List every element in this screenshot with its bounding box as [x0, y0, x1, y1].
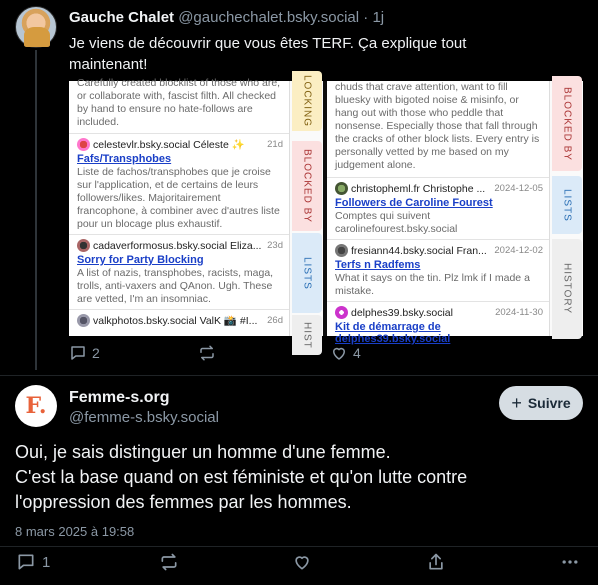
more-options-button[interactable] — [560, 552, 586, 572]
list-body: Comptes qui suivent carolinefourest.bsky.social — [335, 210, 458, 235]
post-text — [69, 33, 584, 75]
account-avatar — [77, 138, 90, 151]
list-body: What it says on the tin. Plz lmk if I made a mistake. — [335, 272, 530, 297]
list-account: valkphotos.bsky.social ValK 📸 #I... — [93, 315, 258, 327]
reply-button[interactable] — [69, 344, 100, 362]
list-item — [69, 309, 289, 330]
post-date: 8 mars 2025 à 19:58 — [15, 524, 135, 539]
share-button[interactable] — [426, 552, 452, 572]
repost-button[interactable] — [198, 344, 221, 362]
separator: · — [363, 9, 369, 26]
post-text-line: Je viens de découvrir que vous êtes TERF. Ça explique tout — [69, 35, 467, 52]
author-handle[interactable]: @femme-s.bsky.social — [69, 409, 219, 426]
tab-history: HISTORY — [552, 239, 582, 339]
post-text — [15, 440, 585, 515]
post-text-line: l'oppression des femmes par les hommes. — [15, 492, 352, 512]
list-item — [69, 234, 289, 309]
plus-icon: + — [511, 393, 522, 413]
reply-icon — [69, 344, 87, 362]
tab-blocking: LOCKING — [292, 71, 322, 131]
author-handle[interactable]: @gauchechalet.bsky.social — [178, 9, 360, 26]
post-text-line: maintenant! — [69, 56, 148, 73]
post-header — [69, 9, 384, 26]
list-title: Fafs/Transphobes — [77, 153, 172, 165]
reply-icon — [16, 552, 36, 572]
follow-button[interactable] — [499, 386, 583, 420]
thread-line — [35, 50, 37, 370]
account-avatar — [335, 182, 348, 195]
reply-count: 1 — [42, 553, 51, 571]
repost-button[interactable] — [159, 552, 185, 572]
side-tabs — [549, 81, 583, 336]
list-item — [327, 177, 549, 239]
author-name[interactable]: Femme-s.org — [69, 389, 170, 406]
list-account: celestevlr.bsky.social Céleste ✨ — [93, 139, 245, 151]
list-item — [69, 133, 289, 234]
follow-label: Suivre — [527, 395, 571, 411]
list-account: fresiann44.bsky.social Fran... — [351, 244, 487, 257]
like-count: 4 — [353, 345, 361, 361]
divider — [0, 546, 598, 547]
tab-lists: LISTS — [292, 233, 322, 313]
list-title: Kit de démarrage de delphes39.bsky.social — [335, 321, 451, 345]
list-title: Sorry for Party Blocking — [77, 254, 204, 266]
like-icon — [330, 344, 348, 362]
tab-lists: LISTS — [552, 176, 582, 234]
reply-button[interactable] — [16, 552, 50, 572]
list-body: A list of nazis, transphobes, racists, maga, trolls, anti-vaxers and QAnon. Ugh. These are vetted, I'm an insomniac. — [77, 267, 274, 305]
account-avatar — [335, 306, 348, 319]
post-text-line: Oui, je sais distinguer un homme d'une femme. — [15, 442, 391, 462]
list-account: cadaverformosus.bsky.social Eliza... — [93, 239, 262, 252]
post-time[interactable]: 1j — [372, 9, 385, 26]
more-icon — [560, 552, 580, 572]
repost-icon — [198, 344, 216, 362]
list-date: 21d — [264, 139, 283, 150]
like-icon — [292, 552, 312, 572]
list-account: christopheml.fr Christophe ... — [351, 182, 486, 195]
account-avatar — [335, 244, 348, 257]
account-avatar — [77, 314, 90, 327]
list-item — [327, 301, 549, 348]
share-icon — [426, 552, 446, 572]
repost-icon — [159, 552, 179, 572]
list-item — [327, 239, 549, 301]
author-avatar[interactable] — [15, 6, 57, 48]
list-date: 26d — [264, 315, 283, 326]
tab-blocked-by: BLOCKED BY — [552, 76, 582, 171]
tab-blocked-by: BLOCKED BY — [292, 141, 322, 231]
author-name[interactable]: Gauche Chalet — [69, 9, 175, 26]
list-title: Followers de Caroline Fourest — [335, 197, 493, 209]
list-body: Liste de fachos/transphobes que je croise sur l'application, et de certains de leurs followers/likes. Majoritairement francophone, à combiner avec d'autres liste pour un blocage plus exhaustif. — [77, 166, 280, 230]
like-button[interactable] — [330, 344, 361, 362]
list-date: 2024-11-30 — [492, 307, 543, 318]
list-date: 2024-12-05 — [491, 183, 543, 194]
post-text-line: C'est la base quand on est féministe et qu'on lutte contre — [15, 467, 468, 487]
screenshot-right — [327, 81, 583, 345]
side-tabs — [289, 74, 323, 349]
reply-count: 2 — [92, 345, 100, 361]
account-avatar — [77, 239, 90, 252]
divider — [0, 375, 598, 376]
tab-history: HIST — [292, 315, 322, 355]
list-title: Terfs n Radfems — [335, 259, 421, 271]
list-date: 23d — [264, 240, 283, 251]
list-description: chuds that crave attention, want to fill bluesky with bigoted noise & misinfo, or hang out with those who peddle that nonsense. Especially those that fall through the cracks of other block lists. Every entry is personally vetted by me based on my judgement alone. — [335, 81, 540, 171]
embedded-image[interactable] — [69, 74, 583, 349]
list-date: 2024-12-02 — [491, 245, 543, 256]
screenshot-left — [69, 74, 323, 349]
like-button[interactable] — [292, 552, 318, 572]
list-account: delphes39.bsky.social — [351, 306, 453, 319]
author-avatar[interactable]: F. — [15, 385, 57, 427]
list-description: Carefully created blocklist of those who are, or collaborate with, fascist filth. All checked by hand to ensure no hate-follows are included. — [77, 77, 281, 128]
